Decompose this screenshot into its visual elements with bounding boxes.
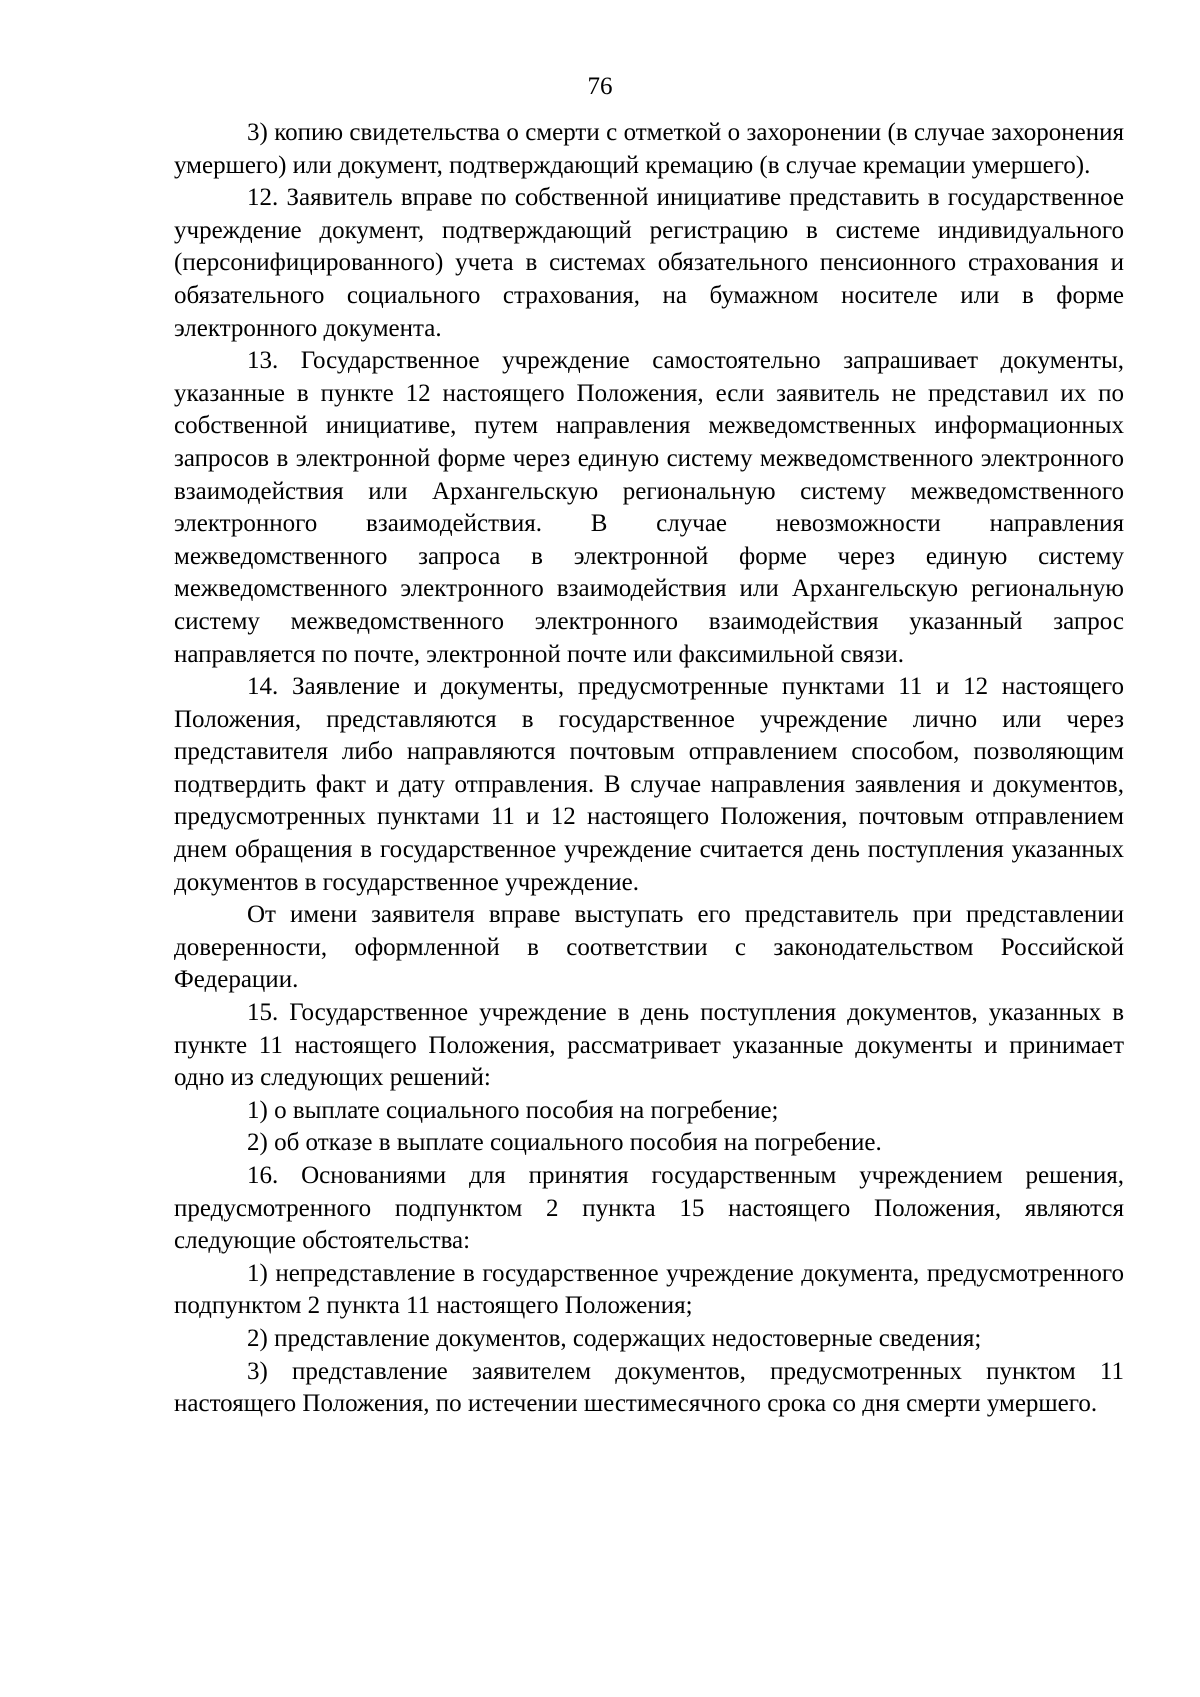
paragraph-item-3: 3) копию свидетельства о смерти с отметкой о захоронении (в случае захоронения умершего) или документ, подтверждающий кремацию (в случае кремации умершего). <box>174 119 1124 179</box>
paragraph-16-item-1: 1) непредставление в государственное учреждение документа, предусмотренного подпунктом 2 пункта 11 настоящего Положения; <box>174 1259 1124 1320</box>
paragraph-12: 12. Заявитель вправе по собственной инициативе представить в государственное учреждение документ, подтверждающий регистрацию в системе индивидуального (персонифицированного) учета в системах обязательного пенсионного страхования и обязательного социального страхования, на бумажном носителе или в форме электронного документа. <box>174 184 1124 342</box>
paragraph-16-item-3: 3) представление заявителем документов, предусмотренных пунктом 11 настоящего Положения, по истечении шестимесячного срока со дня смерти умершего. <box>174 1357 1124 1418</box>
page-number: 76 <box>587 73 613 100</box>
paragraph-15-item-1: 1) о выплате социального пособия на погребение; <box>247 1096 779 1124</box>
paragraph-representative: От имени заявителя вправе выступать его представитель при представлении доверенности, оформленной в соответствии с законодательством Российской Федерации. <box>174 901 1124 994</box>
paragraph-14: 14. Заявление и документы, предусмотренные пунктами 11 и 12 настоящего Положения, представляются в государственное учреждение лично или через представителя либо направляются почтовым отправлением способом, позволяющим подтвердить факт и дату отправления. В случае направления заявления и документов, предусмотренных пунктами 11 и 12 настоящего Положения, почтовым отправлением днем обращения в государственное учреждение считается день поступления указанных документов в государственное учреждение. <box>174 673 1124 896</box>
paragraph-16-item-2: 2) представление документов, содержащих недостоверные сведения; <box>247 1324 982 1352</box>
paragraph-13: 13. Государственное учреждение самостоятельно запрашивает документы, указанные в пункте 12 настоящего Положения, если заявитель не представил их по собственной инициативе, путем направления межведомственных информационных запросов в электронной форме через единую систему межведомственного электронного взаимодействия или Архангельскую региональную систему межведомственного электронного взаимодействия. В случае невозможности направления межведомственного запроса в электронной форме через единую систему межведомственного электронного взаимодействия или Архангельскую региональную систему межведомственного электронного взаимодействия указанный запрос направляется по почте, электронной почте или факсимильной связи. <box>174 347 1124 668</box>
paragraph-16: 16. Основаниями для принятия государственным учреждением решения, предусмотренного подпунктом 2 пункта 15 настоящего Положения, являются следующие обстоятельства: <box>174 1162 1124 1255</box>
document-body <box>174 117 1124 1421</box>
paragraph-15-item-2: 2) об отказе в выплате социального пособия на погребение. <box>247 1129 882 1157</box>
paragraph-15: 15. Государственное учреждение в день поступления документов, указанных в пункте 11 настоящего Положения, рассматривает указанные документы и принимает одно из следующих решений: <box>174 999 1124 1092</box>
